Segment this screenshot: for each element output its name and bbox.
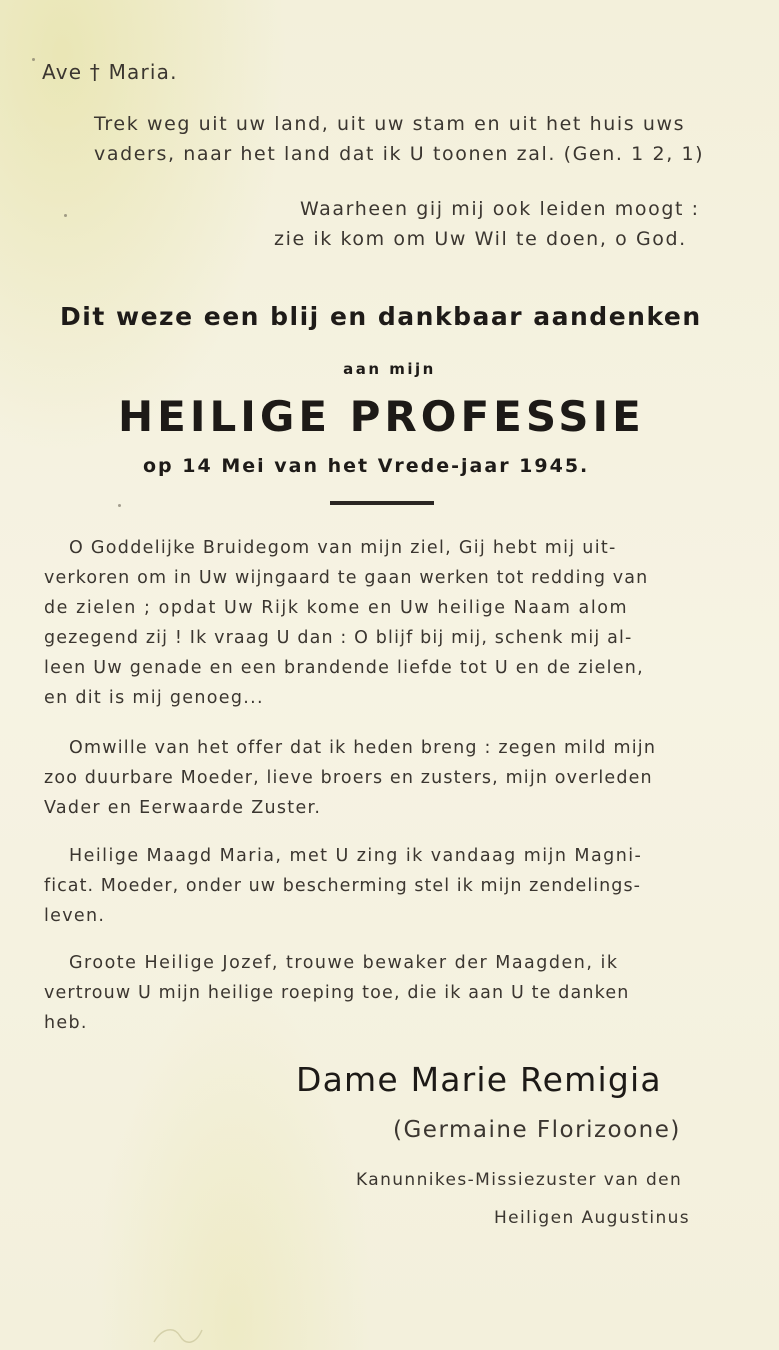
text-line: leven. xyxy=(44,906,106,926)
text-line: O Goddelijke Bruidegom van mijn ziel, Gij hebt mij uit- xyxy=(69,538,617,558)
scripture-line-1: Trek weg uit uw land, uit uw stam en uit het huis uws xyxy=(94,113,686,135)
signature-order-line-2: Heiligen Augustinus xyxy=(494,1208,691,1228)
text-line: Omwille van het offer dat ik heden breng : zegen mild mijn xyxy=(69,738,657,758)
text-line: vertrouw U mijn heilige roeping toe, die ik aan U te danken xyxy=(44,983,630,1003)
dedication-heading: Dit weze een blij en dankbaar aandenken xyxy=(60,302,702,331)
signature-order-line-1: Kanunnikes-Missiezuster van den xyxy=(356,1170,683,1190)
text-line: leen Uw genade en een brandende liefde tot U en de zielen, xyxy=(44,658,644,678)
profession-title: HEILIGE PROFESSIE xyxy=(118,392,645,441)
greeting: Ave † Maria. xyxy=(42,60,178,84)
signature-birth-name: (Germaine Florizoone) xyxy=(393,1117,681,1143)
paragraph-joseph xyxy=(44,948,728,1038)
text-line: en dit is mij genoeg... xyxy=(44,688,264,708)
paper-speck xyxy=(32,58,35,61)
text-line: de zielen ; opdat Uw Rijk kome en Uw heilige Naam alom xyxy=(44,598,629,618)
text-line: Vader en Eerwaarde Zuster. xyxy=(44,798,322,818)
prayer-line-2: zie ik kom om Uw Wil te doen, o God. xyxy=(274,228,687,250)
dedication-subheading: aan mijn xyxy=(343,360,436,378)
text-line: verkoren om in Uw wijngaard te gaan werken tot redding van xyxy=(44,568,649,588)
profession-date: op 14 Mei van het Vrede-jaar 1945. xyxy=(143,455,590,477)
paragraph-mary xyxy=(44,841,728,931)
text-line: gezegend zij ! Ik vraag U dan : O blijf bij mij, schenk mij al- xyxy=(44,628,633,648)
signature-name: Dame Marie Remigia xyxy=(296,1060,662,1099)
prayer-line-1: Waarheen gij mij ook leiden moogt : xyxy=(300,198,700,220)
text-line: Heilige Maagd Maria, met U zing ik vandaag mijn Magni- xyxy=(69,846,643,866)
text-line: Groote Heilige Jozef, trouwe bewaker der Maagden, ik xyxy=(69,953,619,973)
text-line: zoo duurbare Moeder, lieve broers en zusters, mijn overleden xyxy=(44,768,653,788)
paper-speck xyxy=(64,214,67,217)
paper-speck xyxy=(118,504,121,507)
paragraph-offering xyxy=(44,733,728,823)
scripture-line-2: vaders, naar het land dat ik U toonen zal. (Gen. 1 2, 1) xyxy=(94,143,705,165)
paragraph-bridegroom xyxy=(44,533,728,713)
text-line: heb. xyxy=(44,1013,88,1033)
faint-ink-mark-icon xyxy=(150,1322,230,1346)
text-line: ficat. Moeder, onder uw bescherming stel ik mijn zendelings- xyxy=(44,876,641,896)
divider-rule xyxy=(330,501,434,505)
